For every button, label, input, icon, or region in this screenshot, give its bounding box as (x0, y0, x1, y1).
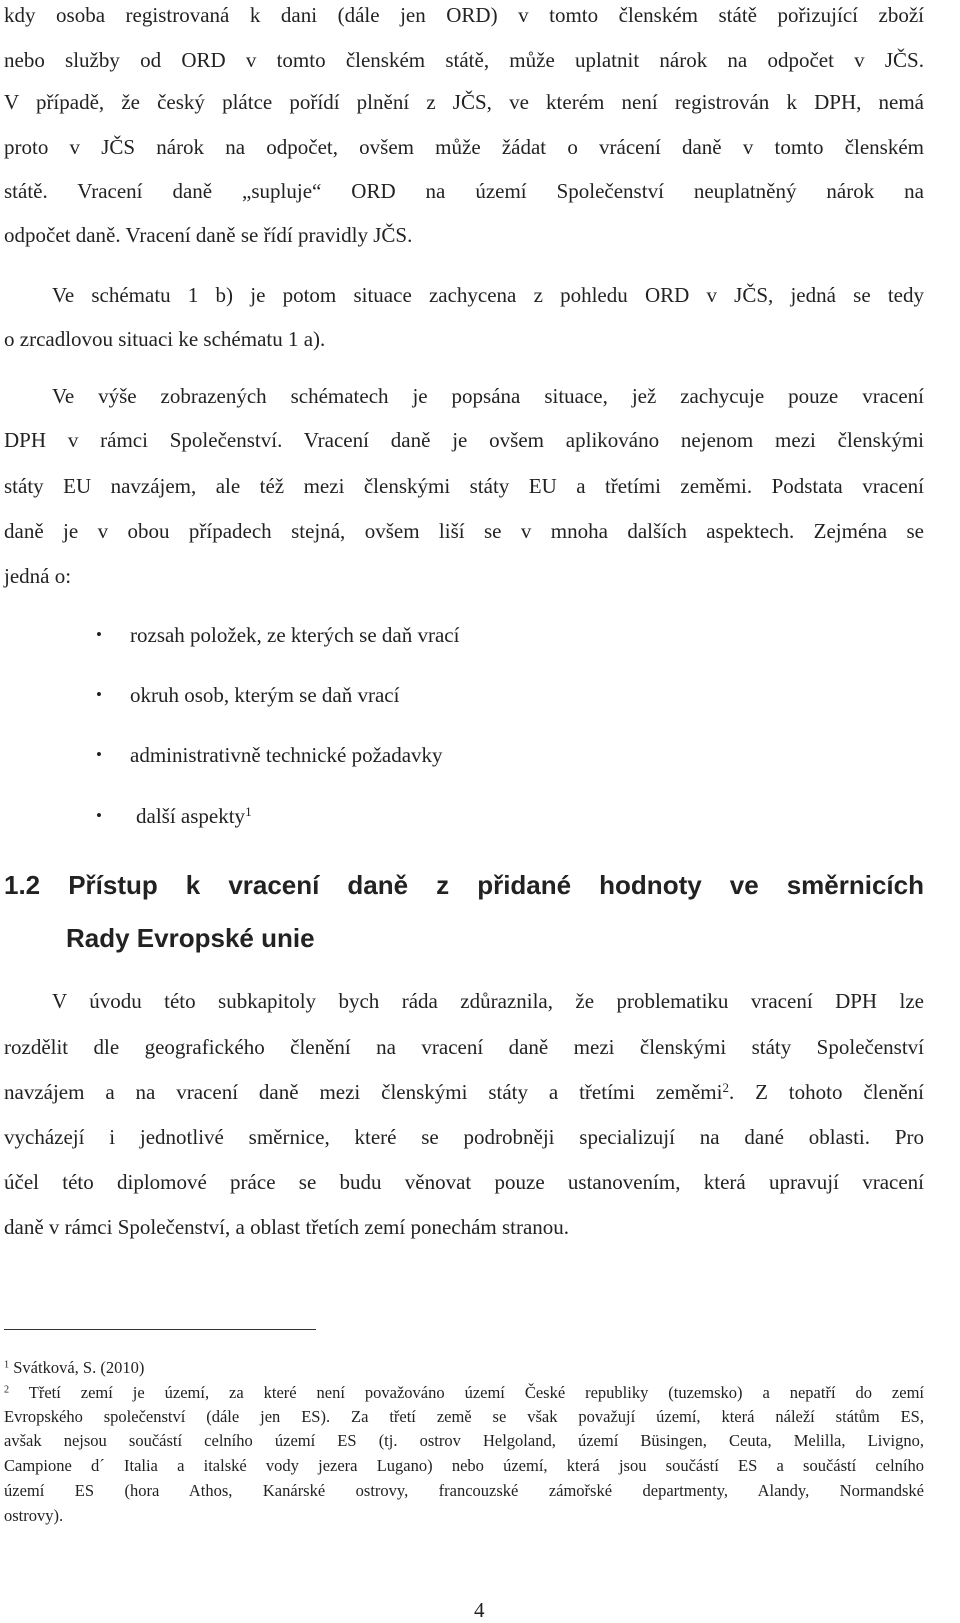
bullet-icon: • (96, 806, 102, 825)
para4-line6: daně v rámci Společenství, a oblast třetích zemí ponechám stranou. (4, 1215, 570, 1239)
footnote-1 (4, 1358, 144, 1378)
footnote-2-line6: ostrovy). (4, 1506, 64, 1525)
para4-line3-text: navzájem a na vracení daně mezi členskými státy a třetími zeměmi (4, 1080, 723, 1104)
para2-line2: o zrcadlovou situaci ke schématu 1 a). (4, 327, 326, 351)
bullet-item-persons: okruh osob, kterým se daň vrací (130, 683, 400, 707)
footnote-ref-1[interactable]: 1 (245, 803, 252, 819)
footnote-2-line5: území ES (hora Athos, Kanárské ostrovy, francouzské zámořské departmenty, Alandy, Normandské (4, 1481, 924, 1500)
bullet-item-admin: administrativně technické požadavky (130, 743, 443, 767)
para3-line3: státy EU navzájem, ale též mezi členskými státy EU a třetími zeměmi. Podstata vracení (4, 474, 924, 498)
para3-line4: daně je v obou případech stejná, ovšem liší se v mnoha dalších aspektech. Zejména se (4, 519, 924, 543)
bullet-item-other (136, 803, 252, 829)
para2-line1: Ve schématu 1 b) je potom situace zachycena z pohledu ORD v JČS, jedná se tedy (52, 283, 924, 307)
para4-line2: rozdělit dle geografického členění na vracení daně mezi členskými státy Společenství (4, 1035, 924, 1059)
bullet-item-scope: rozsah položek, ze kterých se daň vrací (130, 623, 460, 647)
footnote-2-line4: Campione d´ Italia a italské vody jezera Lugano) nebo území, která jsou součástí ES a součástí celního (4, 1456, 924, 1475)
bullet-icon: • (96, 625, 102, 644)
bullet-item-other-text: další aspekty (136, 804, 246, 828)
section-heading-line1: 1.2 Přístup k vracení daně z přidané hodnoty ve směrnicích (4, 870, 924, 900)
para1-line4: proto v JČS nárok na odpočet, ovšem může žádat o vrácení daně v tomto členském (4, 135, 924, 159)
footnote-2-text: Třetí zemí je území, za které není považováno území České republiky (tuzemsko) a nepatří do zemí (9, 1383, 924, 1402)
bullet-icon: • (96, 745, 102, 764)
para3-line2: DPH v rámci Společenství. Vracení daně je ovšem aplikováno nejenom mezi členskými (4, 428, 924, 452)
para4-line3 (4, 1079, 924, 1105)
footnote-2-line1 (4, 1383, 924, 1403)
para1-line3: V případě, že český plátce pořídí plnění z JČS, ve kterém není registrován k DPH, nemá (4, 90, 924, 114)
footnote-2-number: 2 (4, 1384, 10, 1396)
para3-line5: jedná o: (4, 564, 72, 588)
footnote-1-text: Svátková, S. (2010) (9, 1358, 145, 1377)
bullet-icon: • (96, 685, 102, 704)
para1-line2: nebo služby od ORD v tomto členském státě, může uplatnit nárok na odpočet v JČS. (4, 48, 924, 72)
para4-line3-rest: . Z tohoto členění (728, 1080, 924, 1104)
footnote-divider (4, 1329, 316, 1330)
footnote-1-number: 1 (4, 1359, 10, 1371)
section-heading-line2: Rady Evropské unie (66, 923, 315, 953)
footnote-ref-2[interactable]: 2 (722, 1079, 729, 1095)
page-number: 4 (474, 1598, 485, 1622)
para4-line1: V úvodu této subkapitoly bych ráda zdůraznila, že problematiku vracení DPH lze (52, 989, 924, 1013)
para1-line6: odpočet daně. Vracení daně se řídí pravidly JČS. (4, 223, 413, 247)
para3-line1: Ve výše zobrazených schématech je popsána situace, jež zachycuje pouze vracení (52, 384, 924, 408)
para1-line5: státě. Vracení daně „supluje“ ORD na území Společenství neuplatněný nárok na (4, 179, 924, 203)
footnote-2-line2: Evropského společenství (dále jen ES). Za třetí země se však považují území, která náleží státům ES, (4, 1407, 924, 1426)
para1-line1: kdy osoba registrovaná k dani (dále jen ORD) v tomto členském státě pořizující zboží (4, 3, 924, 27)
para4-line5: účel této diplomové práce se budu věnovat pouze ustanovením, která upravují vracení (4, 1170, 924, 1194)
para4-line4: vycházejí i jednotlivé směrnice, které se podrobněji specializují na dané oblasti. Pro (4, 1125, 924, 1149)
footnote-2-line3: avšak nejsou součástí celního území ES (tj. ostrov Helgoland, území Büsingen, Ceuta, Melilla, Livigno, (4, 1431, 924, 1450)
